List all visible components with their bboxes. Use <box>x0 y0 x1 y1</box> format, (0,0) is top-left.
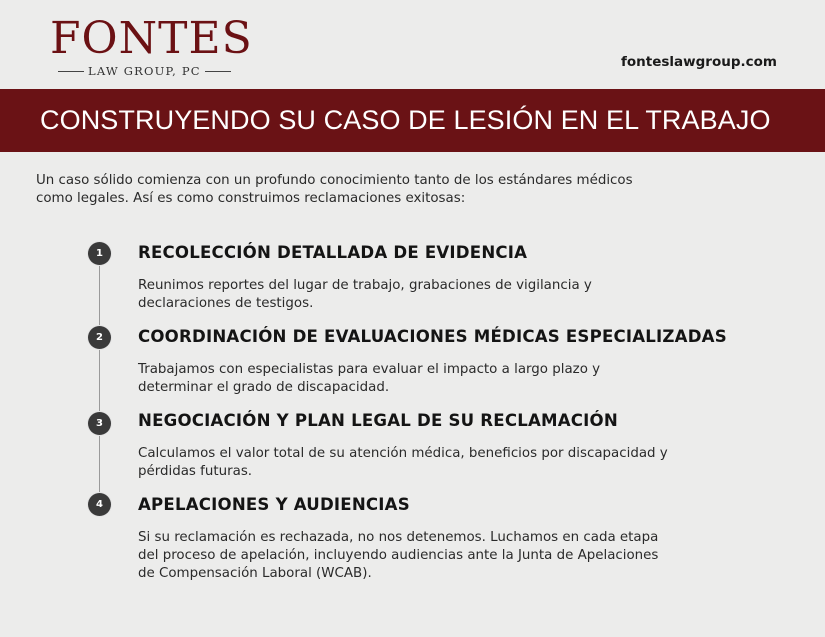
step-title: APELACIONES Y AUDIENCIAS <box>138 495 410 514</box>
website-link[interactable]: fonteslawgroup.com <box>621 54 777 70</box>
step-body: Calculamos el valor total de su atención médica, beneficios por discapacidad y pérdidas futuras. <box>138 446 668 479</box>
logo-subtitle: LAW GROUP, PC <box>88 64 201 78</box>
page-title: CONSTRUYENDO SU CASO DE LESIÓN EN EL TRABAJO <box>40 105 771 135</box>
logo-rule-left <box>58 71 84 72</box>
logo-rule-right <box>205 71 231 72</box>
step-body: Reunimos reportes del lugar de trabajo, grabaciones de vigilancia y declaraciones de testigos. <box>138 278 592 311</box>
step-title: COORDINACIÓN DE EVALUACIONES MÉDICAS ESPECIALIZADAS <box>138 327 727 346</box>
logo[interactable] <box>50 13 264 79</box>
intro-paragraph: Un caso sólido comienza con un profundo conocimiento tanto de los estándares médicos como legales. Así es como construimos reclamaciones exitosas: <box>36 173 633 206</box>
timeline-line <box>99 255 100 505</box>
step-title: NEGOCIACIÓN Y PLAN LEGAL DE SU RECLAMACIÓN <box>138 411 618 430</box>
logo-subtitle-row <box>50 63 264 79</box>
step-body: Trabajamos con especialistas para evaluar el impacto a largo plazo y determinar el grado de discapacidad. <box>138 362 601 395</box>
step-body: Si su reclamación es rechazada, no nos detenemos. Luchamos en cada etapa del proceso de apelación, incluyendo audiencias ante la Junta de Apelaciones de Compensación Laboral (WCAB). <box>138 530 659 581</box>
logo-name: FONTES <box>50 13 253 64</box>
title-banner <box>0 89 825 152</box>
step-number-badge: 1 <box>88 242 111 265</box>
step-title: RECOLECCIÓN DETALLADA DE EVIDENCIA <box>138 243 528 262</box>
step-number-badge: 2 <box>88 326 111 349</box>
step-number-badge: 3 <box>88 412 111 435</box>
step-number-badge: 4 <box>88 493 111 516</box>
